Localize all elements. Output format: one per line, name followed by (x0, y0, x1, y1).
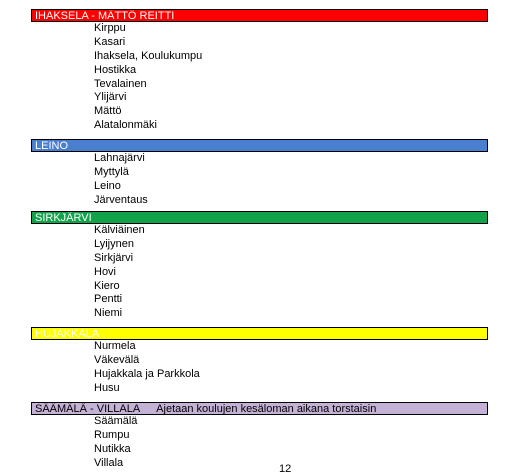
stop-item: Kasari (94, 35, 126, 48)
route-title: SÄÄMÄLÄ - VILLALA (35, 403, 141, 415)
stop-list (0, 224, 520, 321)
route-section-ihaksela-matto (0, 9, 520, 133)
stop-item: Leino (94, 179, 121, 192)
stop-item: Hovi (94, 265, 117, 278)
stop-item: Kälviäinen (94, 224, 145, 236)
stop-list (0, 22, 520, 133)
stop-item: Pentti (94, 293, 123, 306)
route-section-leino (0, 139, 520, 208)
stop-item: Ihaksela, Koulukumpu (94, 49, 203, 62)
stop-list (0, 340, 520, 396)
stop-list (0, 415, 520, 471)
stop-item: Nutikka (94, 442, 131, 455)
stop-item: Kiero (94, 279, 120, 292)
stop-item: Kirppu (94, 22, 126, 34)
route-title: IHAKSELA - MÄTTÖ REITTI (35, 10, 175, 22)
route-header-leino (31, 139, 488, 152)
route-header-ihaksela-matto (31, 9, 488, 22)
route-title: HUJAKKALA (35, 328, 100, 340)
page-number: 12 (279, 463, 292, 475)
stop-item: Husu (94, 381, 120, 394)
stop-item: Lyijynen (94, 237, 134, 250)
stop-item: Tevalainen (94, 77, 147, 90)
route-section-hujakkala (0, 327, 520, 396)
route-header-sirkjarvi (31, 211, 488, 224)
stop-item: Nurmela (94, 340, 136, 352)
stop-item: Lahnajärvi (94, 152, 145, 164)
route-header-saamala-villala (31, 402, 488, 415)
stop-item: Myttylä (94, 165, 129, 178)
stop-item: Rumpu (94, 428, 130, 441)
stop-item: Sirkjärvi (94, 251, 134, 264)
stop-item: Järventaus (94, 193, 148, 206)
stop-item: Niemi (94, 307, 123, 320)
route-title: SIRKJÄRVI (35, 212, 92, 224)
route-section-saamala-villala (0, 402, 520, 471)
route-note: Ajetaan koulujen kesäloman aikana torstaisin (156, 403, 377, 415)
stop-item: Hostikka (94, 63, 137, 76)
stop-list (0, 152, 520, 208)
stop-item: Säämälä (94, 415, 138, 427)
stop-item: Mättö (94, 105, 122, 118)
stop-item: Hujakkala ja Parkkola (94, 367, 200, 380)
stop-item: Villala (94, 456, 124, 469)
route-section-sirkjarvi (0, 211, 520, 321)
route-title: LEINO (35, 140, 69, 152)
stop-item: Alatalonmäki (94, 119, 157, 132)
stop-item: Ylijärvi (94, 91, 127, 104)
stop-item: Väkevälä (94, 353, 140, 366)
route-header-hujakkala (31, 327, 488, 340)
